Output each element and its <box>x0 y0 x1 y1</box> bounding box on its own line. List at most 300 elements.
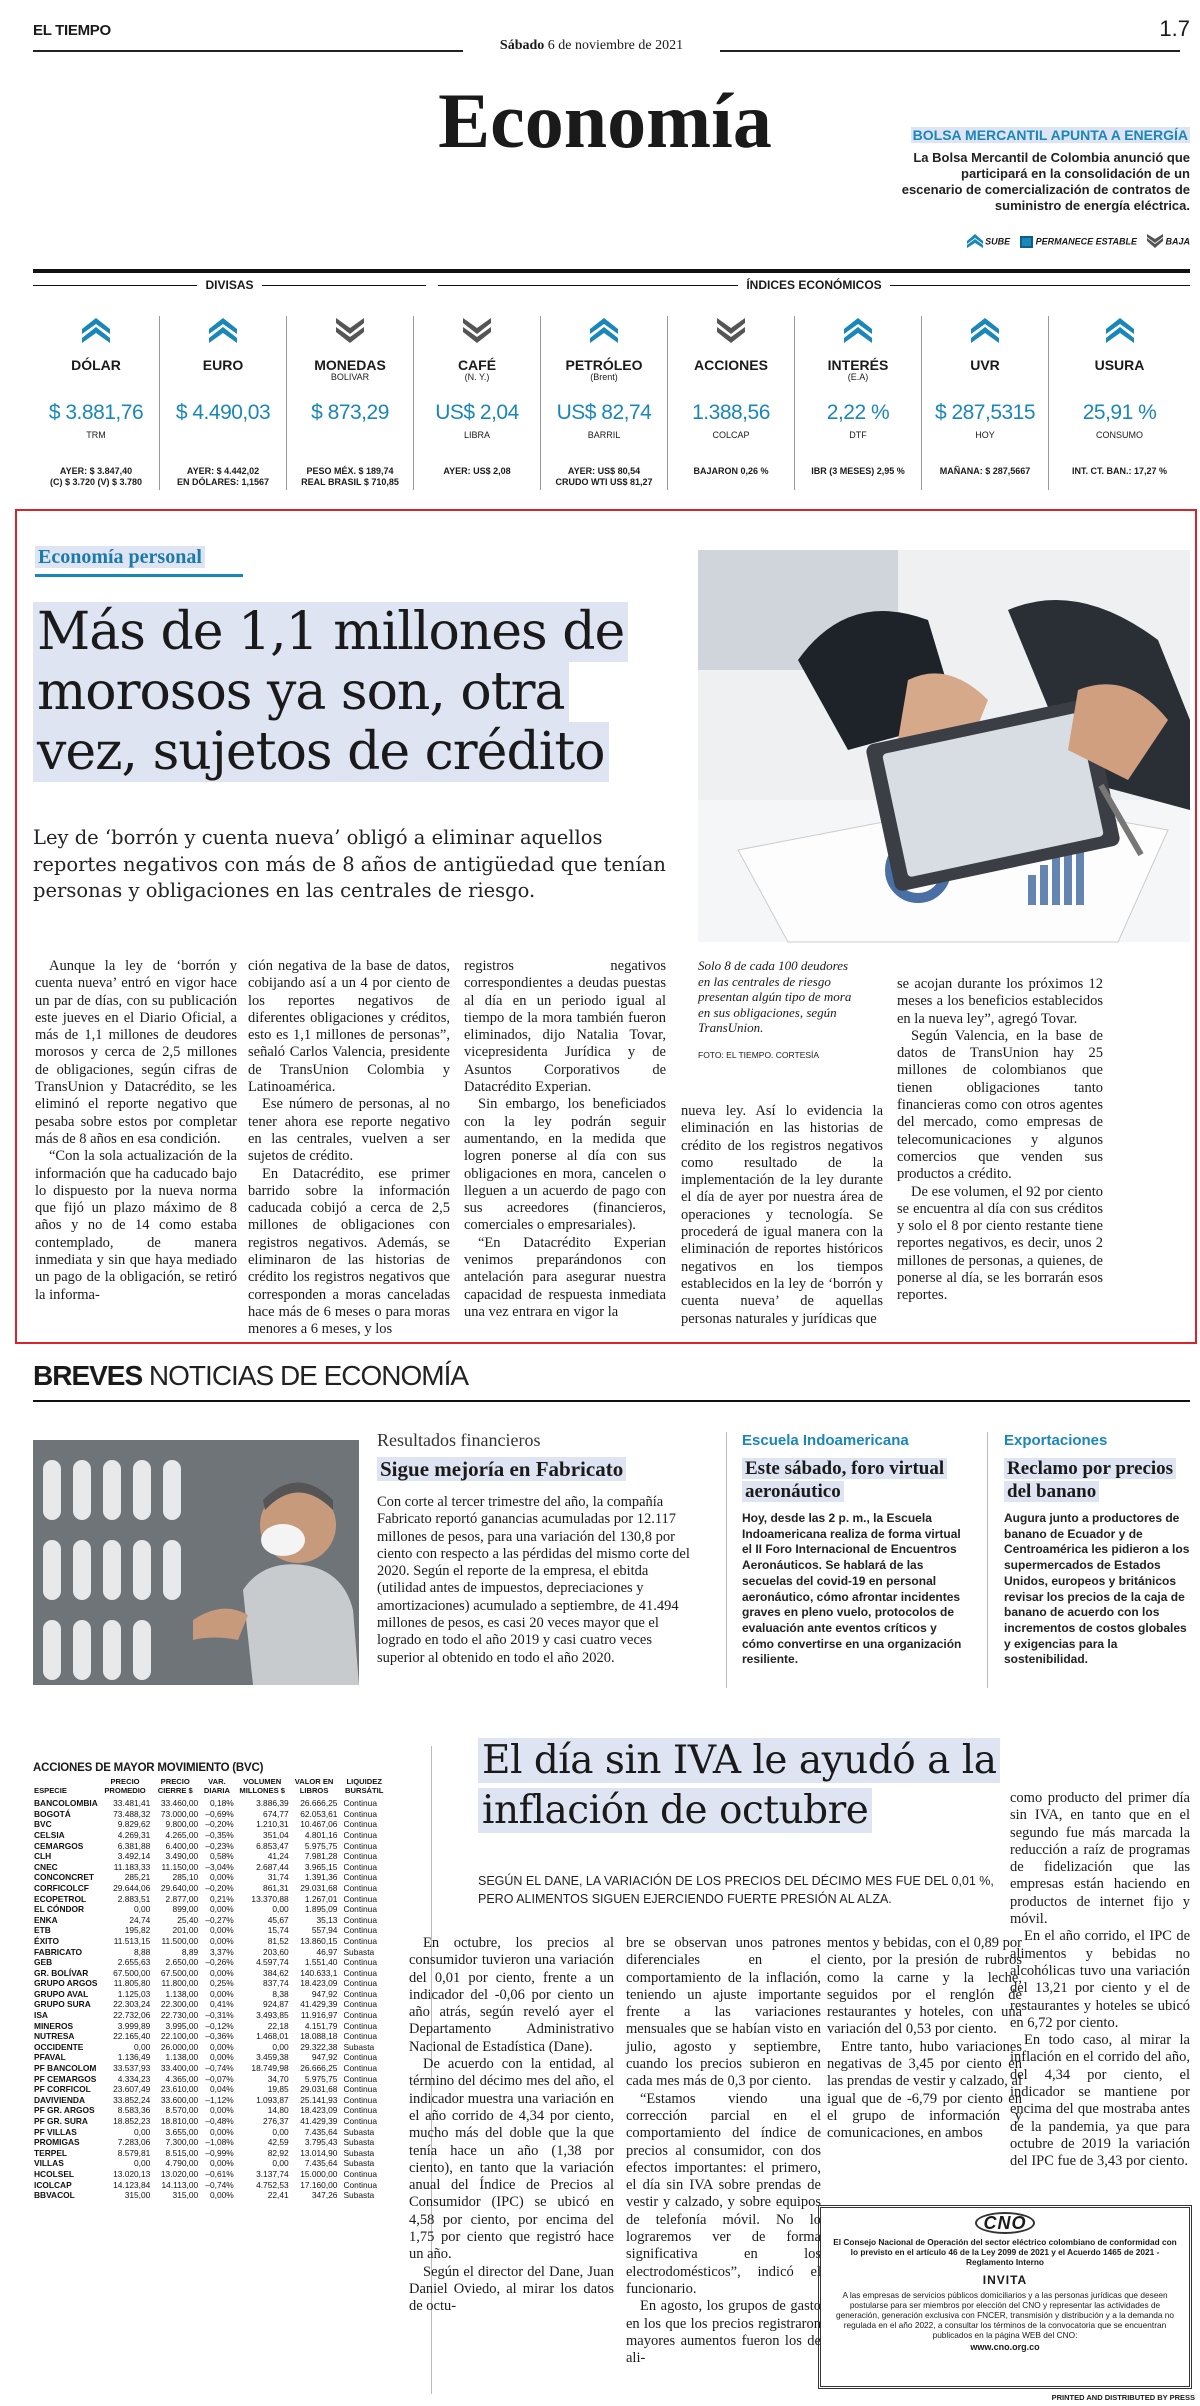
table-cell: GEB <box>34 1957 53 1968</box>
table-cell: ETB <box>34 1925 51 1936</box>
table-cell: HCOLSEL <box>34 2168 75 2179</box>
table-row <box>33 2063 390 2074</box>
paragraph: Aunque la ley de ‘borrón y cuenta nueva’ entró en vigor hace un par de días, con su publicación este jueves en el Diario Oficial, a más de 1,1 millones de deudores morosos y cerca de 2,5 millones de obligaciones, según cifras de TransUnion y Datacrédito, se les eliminó el reporte negativo que pesaba sobre estos por completar más de 8 años en esa condición. <box>35 958 237 1147</box>
photo-caption: Solo 8 de cada 100 deudores en las centrales de riesgo presentan algún tipo de mora en sus obligaciones, según TransUnion. <box>698 958 852 1035</box>
table-cell: 557,94 <box>311 1925 338 1936</box>
indicator-foot <box>287 466 413 488</box>
bolsa-headline-text: BOLSA MERCANTIL APUNTA A ENERGÍA <box>912 127 1188 143</box>
table-cell: –3,04% <box>205 1861 234 1872</box>
iva-lead: SEGÚN EL DANE, LA VARIACIÓN DE LOS PRECIOS DEL DÉCIMO MES FUE DEL 0,01 %, PERO ALIMENTOS SIGUEN EJERCIENDO FUERTE PRESIÓN AL ALZA. <box>478 1874 994 1906</box>
table-cell: GRUPO AVAL <box>34 1988 89 1999</box>
iva-title-text: El día sin IVA le ayudó a la inflación de octubre <box>478 1738 1000 1833</box>
table-row <box>33 1894 390 1905</box>
paragraph: ción negativa de la base de datos, cobijando así a un 4 por ciento de los reportes negativos de diferentes obligaciones y créditos, esto es 1,1 millones de personas”, señaló Carlos Valencia, presidente de TransUnion Colombia y Latinoamérica. <box>248 958 450 1096</box>
trend-up-icon <box>971 318 999 351</box>
section-title: Economía <box>438 77 772 164</box>
indicator-foot-1: AYER: $ 4.442,02 <box>186 466 260 476</box>
bolsa-text: La Bolsa Mercantil de Colombia anunció que participará en la consolidación de un escenario de comercialización de contratos de suministro de energía eléctrica. <box>901 150 1190 213</box>
indicator-value: $ 873,29 <box>311 401 389 424</box>
table-cell: 6.853,47 <box>256 1840 289 1851</box>
table-cell: –0,20% <box>205 1819 234 1830</box>
table-cell: 11.916,97 <box>300 2010 338 2021</box>
table-cell: Continua <box>343 2020 377 2031</box>
table-cell: 73.000,00 <box>160 1808 199 1819</box>
table-cell: 0,25% <box>209 1978 234 1989</box>
table-cell: 0,00% <box>209 1925 234 1936</box>
table-cell: 1.468,01 <box>256 2031 289 2042</box>
table-cell: 1.138,00 <box>165 1988 199 1999</box>
table-cell: 11.183,33 <box>113 1861 151 1872</box>
iva-col-1 <box>409 1935 614 2397</box>
table-cell: 41.429,39 <box>300 2116 338 2126</box>
paragraph: En Datacrédito, ese primer barrido sobre la información caducada cobijó a cerca de 2,5 millones de obligaciones con registros negativos. Además, se eliminaron de las historias de crédito los registros negativos que corresponden a moras canceladas hace más de 6 meses o para moras menores a 6 meses, y los <box>248 1165 450 1338</box>
indicator-sub: (N. Y.) <box>464 372 490 382</box>
table-cell: 18.749,98 <box>251 2063 289 2074</box>
stocks-table <box>33 1778 390 2201</box>
table-cell: 13.014,90 <box>300 2147 338 2158</box>
table-row <box>33 2180 390 2191</box>
paragraph: En el año corrido, el IPC de alimentos y bebidas no alcohólicas tuvo una variación del 13,21 por ciento y el de restaurantes y hoteles se ubicó en 6,72 por ciento. <box>1010 1928 1190 2031</box>
table-cell: 13.860,15 <box>300 1935 338 1946</box>
table-cell: 22.300,00 <box>160 1999 199 2010</box>
table-row <box>33 1830 390 1841</box>
table-row <box>33 1989 390 2000</box>
table-cell: 8.570,00 <box>165 2105 199 2116</box>
table-cell: PF GR. SURA <box>34 2116 88 2126</box>
table-cell: 14.123,84 <box>113 2179 151 2190</box>
indicator-foot-1: AYER: US$ 80,54 <box>567 466 641 476</box>
paragraph: registros negativos correspondientes a deudas puestas al día en un periodo igual al tiempo de la mora también fueron eliminados, dijo Natalia Tovar, vicepresidenta Jurídica y de Asuntos Corporativos de Datacrédito Experian. <box>464 958 666 1096</box>
breve1-kicker: Resultados financieros <box>377 1430 541 1450</box>
table-cell: Subasta <box>343 2041 375 2052</box>
table-cell: 0,00 <box>272 2126 289 2137</box>
table-cell: FABRICATO <box>34 1946 83 1957</box>
indicator-foot <box>1049 466 1190 477</box>
table-cell: 11.800,00 <box>161 1978 199 1989</box>
indicator-name: USURA <box>1094 357 1145 373</box>
table-cell: 3.886,39 <box>256 1798 289 1809</box>
table-cell: –0,35% <box>205 1829 234 1840</box>
paragraph: “Con la sola actualización de la información que ha caducado bajo lo dispuesto por la nueva norma que fijó un plazo máximo de 8 años y no de 14 como estaba contemplado, de manera inmediata y sin que haya mediado un pago de la obligación, se retiró la informa- <box>35 1148 237 1303</box>
breve1-title-text: Sigue mejoría en Fabricato <box>377 1457 626 1481</box>
table-cell: PFAVAL <box>34 2052 66 2063</box>
indices-label-text: ÍNDICES ECONÓMICOS <box>738 278 889 292</box>
table-cell: 33.481,41 <box>113 1798 151 1809</box>
table-cell: 26.666,25 <box>300 2063 338 2074</box>
article-lead: Ley de ‘borrón y cuenta nueva’ obligó a eliminar aquellos reportes negativos con más de 8 años de antigüedad que tenían personas y obligaciones en las centrales de riesgo. <box>33 826 666 902</box>
table-row <box>33 1925 390 1936</box>
table-cell: 13.020,00 <box>160 2168 199 2179</box>
table-cell: 3.490,00 <box>165 1851 199 1862</box>
article-col-2 <box>248 958 450 1338</box>
indicator-foot-1: BAJARON 0,26 % <box>693 466 769 476</box>
table-cell: 9.800,00 <box>165 1819 199 1830</box>
indicator-3 <box>414 316 541 490</box>
breves-label-bold: BREVES <box>33 1360 143 1391</box>
paragraph: “En Datacrédito Experian venimos preparándonos con antelación para asegurar nuestra capacidad de respuesta inmediata una vez entrara en vigor la <box>464 1234 666 1320</box>
indicator-name: EURO <box>202 357 244 373</box>
table-cell: 2.883,51 <box>117 1893 151 1904</box>
table-cell: 17.160,00 <box>300 2179 338 2190</box>
indicator-foot <box>668 466 794 477</box>
table-cell: 4.801,16 <box>304 1829 338 1840</box>
table-cell: Continua <box>343 2073 377 2084</box>
paragraph: De ese volumen, el 92 por ciento se encuentra al día con sus créditos y solo el 8 por ciento restante tiene reportes negativos, es decir, unos 2 millones de personas, a quienes, de ponerse al día, se les borrarán esos reportes. <box>897 1183 1103 1304</box>
table-row <box>33 2052 390 2063</box>
table-cell: 276,37 <box>263 2116 289 2126</box>
table-cell: 285,21 <box>124 1872 151 1883</box>
table-cell: –0,61% <box>205 2168 234 2179</box>
stocks-header-cell: PRECIO PROMEDIO <box>104 1777 146 1795</box>
table-cell: 11.805,80 <box>113 1978 151 1989</box>
table-row <box>33 2158 390 2169</box>
table-cell: 9.829,62 <box>117 1819 151 1830</box>
indicator-value: 25,91 % <box>1082 401 1157 424</box>
indicator-foot-2: REAL BRASIL $ 710,85 <box>301 477 399 487</box>
table-cell: 0,00% <box>209 1935 234 1946</box>
indicator-foot-2: (C) $ 3.720 (V) $ 3.780 <box>49 477 143 487</box>
table-row <box>33 1819 390 1830</box>
table-cell: 62.053,61 <box>300 1808 338 1819</box>
indicator-2 <box>287 316 414 490</box>
trend-up-icon <box>844 318 872 351</box>
table-cell: CEMARGOS <box>34 1840 84 1851</box>
indicator-unit: HOY <box>975 430 995 440</box>
trend-stable-label: PERMANECE ESTABLE <box>1035 236 1137 247</box>
table-cell: 1.093,87 <box>256 2094 289 2105</box>
table-row <box>33 1915 390 1926</box>
table-cell: 8,38 <box>272 1988 289 1999</box>
cno-text: A las empresas de servicios públicos domiciliarios y a las personas jurídicas que deseen postularse para ser miembros por elección del CNO y representar las actividades de generación, generación exclusiva con FNCER, transmisión y distribución y a la demanda no regulada en el año 2022, a consultar los términos de la convocatoria que se encuentran publicados en la página WEB del CNO: <box>835 2290 1175 2340</box>
table-cell: 3.999,89 <box>117 2020 151 2031</box>
paragraph: Entre tanto, hubo variaciones negativas de 3,45 por ciento en las prendas de vestir y calzado, al igual que de -6,79 por ciento en el grupo de información y comunicaciones, en ambos <box>827 2038 1022 2142</box>
table-cell: 3.655,00 <box>165 2126 199 2137</box>
table-cell: 6.381,88 <box>117 1840 151 1851</box>
table-cell: 22.303,24 <box>113 1999 151 2010</box>
table-row <box>33 1936 390 1947</box>
table-cell: 14,80 <box>267 2105 289 2116</box>
paragraph: mentos y bebidas, con el 0,89 por ciento, por la presión de rubros como la carne y la leche, seguidos por el renglón de restaurantes y hoteles, con una variación del 0,53 por ciento. <box>827 1935 1022 2038</box>
table-cell: 2.650,00 <box>165 1957 199 1968</box>
table-cell: 41,24 <box>267 1851 289 1862</box>
table-row <box>33 2127 390 2138</box>
indicators-top-rule <box>33 269 1190 273</box>
table-cell: 22,41 <box>267 2190 289 2201</box>
breves-label <box>33 1360 468 1392</box>
breves-photo <box>33 1440 359 1685</box>
table-cell: 45,67 <box>267 1914 289 1925</box>
table-row <box>33 2042 390 2053</box>
table-cell: NUTRESA <box>34 2031 75 2042</box>
table-cell: 8,88 <box>134 1946 151 1957</box>
table-cell: 0,00 <box>272 1904 289 1915</box>
table-cell: 82,92 <box>267 2147 289 2158</box>
table-row <box>33 1957 390 1968</box>
stocks-header-cell: PRECIO CIERRE $ <box>157 1777 193 1795</box>
trend-down-icon <box>336 318 364 351</box>
indicator-foot-1: INT. CT. BAN.: 17,27 % <box>1071 466 1168 476</box>
trend-down-icon <box>463 318 491 351</box>
table-cell: Continua <box>343 2084 377 2095</box>
table-cell: 285,10 <box>172 1872 199 1883</box>
table-cell: –0,20% <box>205 1882 234 1893</box>
table-cell: 33.600,00 <box>160 2094 199 2105</box>
table-row <box>33 1862 390 1873</box>
stocks-header-cell: ESPECIE <box>34 1785 67 1795</box>
indicator-unit: LIBRA <box>463 430 490 440</box>
table-cell: 947,92 <box>311 2052 338 2063</box>
breve2-title-text: Este sábado, foro virtual aeronáutico <box>742 1458 947 1502</box>
paragraph: nueva ley. Así lo evidencia la eliminación en las historias de crédito de los registros negativos como resultado de la implementación de la ley durante el día de ayer por nuestra área de operaciones y tecnología. Se procederá de igual manera con la eliminación de reportes históricos negativos en los tiempos establecidos en la ley de ‘borrón y cuenta nueva’ de aquellas personas naturales y jurídicas que <box>681 1103 883 1327</box>
trend-up-icon <box>209 318 237 351</box>
indicator-value: US$ 82,74 <box>556 401 652 424</box>
table-cell: Continua <box>343 2168 377 2179</box>
table-row <box>33 2010 390 2021</box>
table-cell: 18.423,09 <box>300 2105 338 2116</box>
table-cell: 42,59 <box>267 2137 289 2148</box>
table-cell: ISA <box>34 2010 48 2021</box>
table-cell: Continua <box>343 1851 377 1862</box>
header-rule-left <box>33 50 463 52</box>
table-cell: Continua <box>343 1904 377 1915</box>
table-cell: CELSIA <box>34 1829 65 1840</box>
table-cell: 1.136,49 <box>117 2052 151 2063</box>
table-cell: 0,04% <box>209 2084 234 2095</box>
indicator-name: CAFÉ <box>457 357 497 373</box>
table-row <box>33 2074 390 2085</box>
indicator-5 <box>668 316 795 490</box>
table-cell: 22,18 <box>267 2020 289 2031</box>
breves-divider-1 <box>726 1432 727 1688</box>
iva-col-2 <box>626 1935 821 2397</box>
indicator-foot-1: MAÑANA: $ 287,5667 <box>939 466 1031 476</box>
table-cell: 861,31 <box>263 1882 289 1893</box>
table-cell: 3,37% <box>209 1946 234 1957</box>
table-cell: 0,58% <box>209 1851 234 1862</box>
trend-up-icon <box>82 318 110 351</box>
table-cell: 8,89 <box>181 1946 199 1957</box>
table-cell: 2.655,63 <box>117 1957 151 1968</box>
stocks-header-cell: VOLUMEN MILLONES $ <box>239 1777 285 1795</box>
table-cell: Subasta <box>343 2158 375 2169</box>
table-cell: 0,00% <box>209 1904 234 1915</box>
table-cell: 347,26 <box>311 2190 338 2201</box>
table-cell: 25.141,93 <box>300 2094 338 2105</box>
paragraph: En agosto, los grupos de gasto en los que los precios registraron mayores aumentos fueron los de ali- <box>626 2298 821 2367</box>
article-title <box>33 602 663 782</box>
header-date-rest: 6 de noviembre de 2021 <box>544 38 684 53</box>
table-row <box>33 1841 390 1852</box>
table-cell: 195,82 <box>124 1925 151 1936</box>
table-cell: GRUPO SURA <box>34 1999 91 2010</box>
table-cell: PF CEMARGOS <box>34 2073 97 2084</box>
table-row <box>33 1809 390 1820</box>
table-cell: Continua <box>343 2052 377 2063</box>
table-cell: 10.467,06 <box>300 1819 338 1830</box>
table-row <box>33 1798 390 1809</box>
table-cell: Continua <box>343 2179 377 2190</box>
indicator-name: UVR <box>970 357 1000 373</box>
table-cell: 46,97 <box>316 1946 338 1957</box>
table-cell: PROMIGAS <box>34 2137 80 2148</box>
table-cell: 81,52 <box>267 1935 289 1946</box>
brand-logo: EL TIEMPO <box>33 22 111 39</box>
table-cell: 0,00 <box>134 2126 151 2137</box>
article-kicker <box>35 546 205 569</box>
indicator-name: INTERÉS <box>827 357 889 373</box>
trend-down-icon <box>717 318 745 351</box>
table-cell: ENKA <box>34 1914 58 1925</box>
table-cell: 1.138,00 <box>165 2052 199 2063</box>
indicator-value: $ 3.881,76 <box>48 401 144 424</box>
table-cell: –0,69% <box>205 1808 234 1819</box>
table-cell: BVC <box>34 1819 52 1830</box>
table-cell: 31,74 <box>267 1872 289 1883</box>
table-cell: CLH <box>34 1851 52 1862</box>
breve2-text: Hoy, desde las 2 p. m., la Escuela Indoamericana realiza de forma virtual el II Foro Internacional de Encuentros Aeronáuticos. Se hablará de las secuelas del covid-19 en personal aeronáutico, cómo afrontar incidentes graves en pleno vuelo, protocolos de evaluación ante eventos críticos y cómo convertirse en una organización resiliente. <box>742 1511 962 1667</box>
indicator-unit: TRM <box>86 430 106 440</box>
table-cell: Continua <box>343 1914 377 1925</box>
page-number: 1.7 <box>1159 16 1190 41</box>
table-cell: 837,74 <box>263 1978 289 1989</box>
indicator-foot-2: CRUDO WTI US$ 81,27 <box>555 477 653 487</box>
table-row <box>33 2190 390 2201</box>
table-cell: Continua <box>343 1988 377 1999</box>
indicator-4 <box>541 316 668 490</box>
indicator-name: PETRÓLEO <box>565 357 643 373</box>
indicator-foot-1: AYER: US$ 2,08 <box>443 466 511 476</box>
table-cell: Continua <box>343 1872 377 1883</box>
indicator-unit: DTF <box>849 430 867 440</box>
table-cell: 3.493,85 <box>256 2010 289 2021</box>
table-cell: 140.633,1 <box>300 1967 338 1978</box>
table-cell: 22.165,40 <box>113 2031 151 2042</box>
table-cell: 26.000,00 <box>160 2041 199 2052</box>
table-cell: 7.435,64 <box>304 2158 338 2169</box>
paragraph: se acojan durante los próximos 12 meses a los beneficios establecidos en la nueva ley”, agregó Tovar. <box>897 976 1103 1027</box>
table-cell: –0,31% <box>205 2010 234 2021</box>
table-cell: 0,21% <box>209 1893 234 1904</box>
trend-up-icon <box>1106 318 1134 351</box>
trend-down-label: BAJA <box>1165 236 1190 247</box>
table-cell: ÉXITO <box>34 1935 59 1946</box>
table-row <box>33 1851 390 1862</box>
table-cell: 4.597,74 <box>256 1957 289 1968</box>
cno-url[interactable]: www.cno.org.co <box>970 2342 1040 2352</box>
indicator-sub: BOLIVAR <box>330 372 370 382</box>
table-cell: Continua <box>343 1861 377 1872</box>
table-cell: 1.125,03 <box>117 1988 151 1999</box>
indicator-0 <box>33 316 160 490</box>
table-cell: Continua <box>343 1819 377 1830</box>
table-cell: 4.334,23 <box>117 2073 151 2084</box>
indicator-value: $ 287,5315 <box>934 401 1036 424</box>
table-cell: –0,27% <box>205 1914 234 1925</box>
article-col-3 <box>464 958 666 1322</box>
indicator-foot <box>541 466 667 488</box>
header-rule-right <box>720 50 1180 52</box>
breve3-kicker: Exportaciones <box>1004 1432 1108 1449</box>
table-cell: 7.283,06 <box>117 2137 151 2148</box>
table-cell: Continua <box>343 1957 377 1968</box>
indicator-value: $ 4.490,03 <box>175 401 271 424</box>
table-row <box>33 1883 390 1894</box>
breve1-text: Con corte al tercer trimestre del año, la compañía Fabricato reportó ganancias acumuladas por 12.117 millones de pesos, para una variación del 130,8 por ciento con respecto a las pérdidas del mismo corte del 2020. Según el reporte de la empresa, el ebitda (utilidad antes de impuestos, depreciaciones y amortizaciones) acumulado a septiembre, de 41.494 millones de pesos, es casi 20 veces mayor que el logrado en todo el año 2019 y casi cuatro veces superior al obtenido en todo el año 2020. <box>377 1494 690 1666</box>
divisas-label <box>33 278 426 292</box>
indicator-unit: CONSUMO <box>1096 430 1143 440</box>
table-cell: –0,99% <box>205 2147 234 2158</box>
indicator-8 <box>1049 316 1190 490</box>
table-cell: GRUPO ARGOS <box>34 1978 98 1989</box>
table-cell: –1,08% <box>205 2137 234 2148</box>
table-row <box>33 1904 390 1915</box>
table-cell: 4.790,00 <box>165 2158 199 2169</box>
table-cell: 2.877,00 <box>165 1893 199 1904</box>
table-cell: Continua <box>343 1798 377 1809</box>
table-cell: CONCONCRET <box>34 1872 95 1883</box>
table-row <box>33 2105 390 2116</box>
table-cell: Continua <box>343 1882 377 1893</box>
table-cell: Subasta <box>343 2126 375 2137</box>
table-row <box>33 2148 390 2159</box>
breve1-title <box>377 1457 626 1482</box>
table-cell: Continua <box>343 2063 377 2074</box>
table-cell: EL CÓNDOR <box>34 1904 85 1915</box>
table-cell: Subasta <box>343 2137 375 2148</box>
table-cell: BANCOLOMBIA <box>34 1798 98 1809</box>
article-photo <box>698 550 1190 942</box>
trend-up-label: SUBE <box>985 236 1011 247</box>
table-cell: BOGOTÁ <box>34 1808 71 1819</box>
indicator-1 <box>160 316 287 490</box>
paragraph: Sin embargo, los beneficiados con la ley podrán seguir aumentando, en la medida que logren ponerse al día con sus obligaciones en mora, cancelen o lleguen a un acuerdo de pago con sus acreedores (financieros, comerciales o empresariales). <box>464 1096 666 1234</box>
divisas-label-text: DIVISAS <box>197 278 261 292</box>
article-col-1 <box>35 958 237 1322</box>
table-cell: 22.732,06 <box>113 2010 151 2021</box>
paragraph: como producto del primer día sin IVA, en tanto que en el segundo fue más marcada la reducción a raíz de programas de fidelización que las empresas están haciendo en productos de internet fijo y móvil. <box>1010 1790 1190 1928</box>
paragraph: bre se observan unos patrones diferenciales en el comportamiento de la inflación, teniendo un ajuste importante frente a las variaciones mensuales que se habían visto en julio, agosto y septiembre, cuando los precios subieron en cada mes más de 0,3 por ciento. <box>626 1935 821 2090</box>
table-cell: 3.137,74 <box>256 2168 289 2179</box>
table-cell: 0,00% <box>209 2052 234 2063</box>
table-cell: 8.583,36 <box>117 2105 151 2116</box>
table-cell: 29.640,00 <box>160 1882 199 1893</box>
table-cell: 33.537,93 <box>113 2063 151 2074</box>
table-cell: Subasta <box>343 1946 375 1957</box>
table-cell: Subasta <box>343 2190 375 2201</box>
table-cell: MINEROS <box>34 2020 74 2031</box>
cno-aviso: INVITA <box>982 2273 1028 2287</box>
indicator-name: ACCIONES <box>694 357 768 373</box>
table-cell: 6.400,00 <box>165 1840 199 1851</box>
table-cell: 23.607,49 <box>113 2084 151 2095</box>
table-row <box>33 2021 390 2032</box>
table-cell: 0,00 <box>134 1904 151 1915</box>
indicator-foot-1: AYER: $ 3.847,40 <box>59 466 133 476</box>
table-cell: TERPEL <box>34 2147 68 2158</box>
table-cell: 0,00% <box>209 1872 234 1883</box>
table-cell: 947,92 <box>311 1988 338 1999</box>
table-cell: 3.795,43 <box>304 2137 338 2148</box>
stocks-header-cell: LIQUIDEZ BURSÁTIL <box>345 1777 384 1795</box>
table-cell: 29.322,38 <box>300 2041 338 2052</box>
table-row <box>33 2095 390 2106</box>
table-cell: 384,62 <box>263 1967 289 1978</box>
trend-down-icon <box>1147 234 1163 250</box>
header-date <box>463 38 720 54</box>
cno-logo: CNO <box>975 2212 1035 2234</box>
table-cell: PF GR. ARGOS <box>34 2105 95 2116</box>
iva-title <box>478 1736 998 1836</box>
